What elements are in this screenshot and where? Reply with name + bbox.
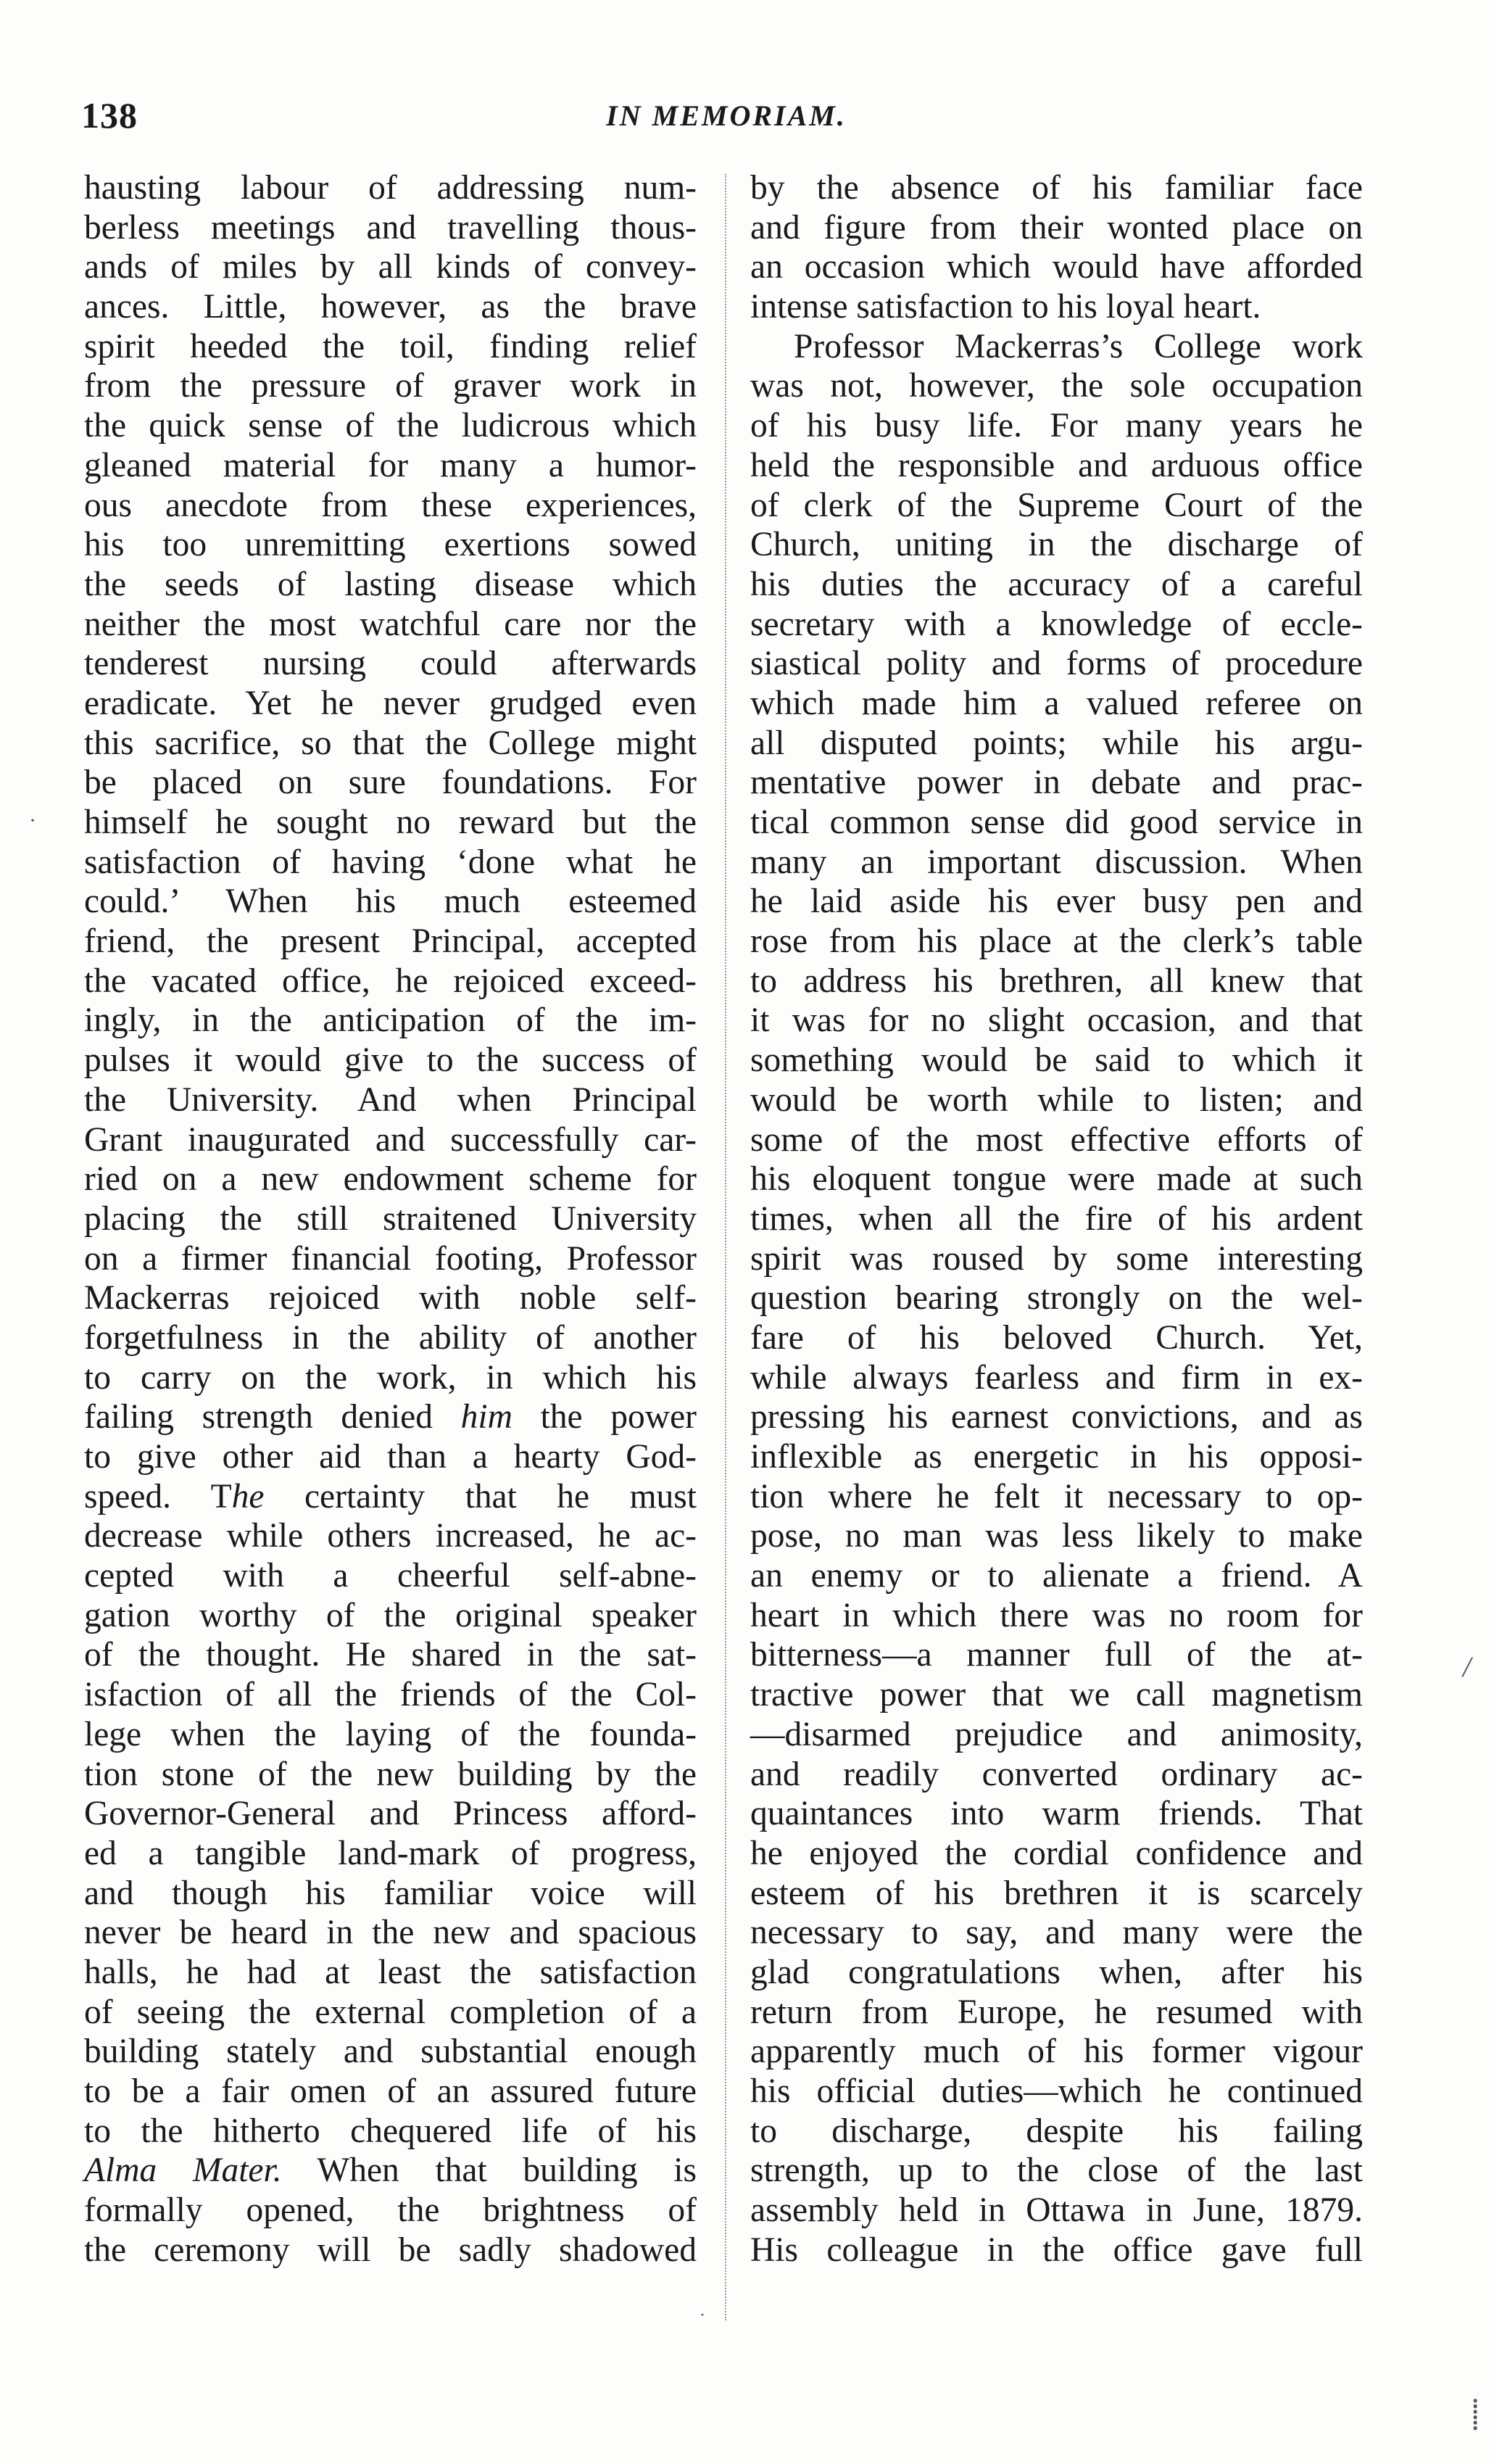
text-line: quaintances into warm friends. That (750, 1795, 1363, 1833)
text-line: and though his familiar voice will (84, 1874, 697, 1912)
page-number: 138 (81, 95, 138, 136)
text-line: strength, up to the close of the last (750, 2151, 1363, 2190)
text-line: gation worthy of the original speaker (84, 1596, 697, 1634)
text-line: mentative power in debate and prac- (750, 764, 1363, 802)
text-line: apparently much of his former vigour (750, 2033, 1363, 2071)
text-line: cepted with a cheerful self-abne- (84, 1557, 697, 1595)
text-line: formally opened, the brightness of (84, 2191, 697, 2230)
text-line: Church, uniting in the discharge of (750, 526, 1363, 564)
text-line: some of the most effective efforts of (750, 1120, 1363, 1159)
text-line: his too unremitting exertions sowed (84, 526, 697, 564)
text-line: tical common sense did good service in (750, 803, 1363, 841)
column-divider (725, 174, 726, 2320)
text-line: of the thought. He shared in the sat- (84, 1636, 697, 1674)
text-line: His colleague in the office gave full (750, 2231, 1363, 2269)
text-line: which made him a valued referee on (750, 684, 1363, 722)
text-line: of seeing the external completion of a (84, 1993, 697, 2031)
margin-tick: / (1463, 1650, 1472, 1683)
text-line: eradicate. Yet he never grudged even (84, 684, 697, 722)
running-title: IN MEMORIAM. (606, 99, 847, 132)
text-line: the ceremony will be sadly shadowed (84, 2231, 697, 2269)
text-line: hausting labour of addressing num- (84, 169, 697, 207)
text-line: neither the most watchful care nor the (84, 605, 697, 643)
text-line: of clerk of the Supreme Court of the (750, 486, 1363, 524)
text-line: his duties the accuracy of a careful (750, 565, 1363, 603)
text-line: gleaned material for many a humor- (84, 446, 697, 484)
text-line: Alma Mater. When that building is (84, 2151, 697, 2190)
text-line: —disarmed prejudice and animosity, (750, 1715, 1363, 1753)
text-line: to discharge, despite his failing (750, 2112, 1363, 2150)
text-line: his official duties—which he continued (750, 2072, 1363, 2110)
text-line: this sacrifice, so that the College might (84, 724, 697, 762)
text-line: satisfaction of having ‘done what he (84, 843, 697, 881)
text-line: building stately and substantial enough (84, 2033, 697, 2071)
text-line: isfaction of all the friends of the Col- (84, 1676, 697, 1714)
text-line: the vacated office, he rejoiced exceed- (84, 962, 697, 1000)
text-line: tion where he felt it necessary to op- (750, 1477, 1363, 1516)
text-line: to carry on the work, in which his (84, 1358, 697, 1397)
italic-word: he (231, 1477, 265, 1516)
text-line: question bearing strongly on the wel- (750, 1279, 1363, 1318)
text-line: by the absence of his familiar face (750, 169, 1363, 207)
text-line: many an important discussion. When (750, 843, 1363, 881)
text-line: ands of miles by all kinds of convey- (84, 248, 697, 286)
text-line: be placed on sure foundations. For (84, 764, 697, 802)
text-line: siastical polity and forms of procedure (750, 645, 1363, 683)
text-line: bitterness—a manner full of the at- (750, 1636, 1363, 1674)
text-line: Governor-General and Princess afford- (84, 1795, 697, 1833)
text-line: spirit heeded the toil, finding relief (84, 327, 697, 365)
text-line: lege when the laying of the founda- (84, 1715, 697, 1753)
text-line: an occasion which would have afforded (750, 248, 1363, 286)
text-line: heart in which there was no room for (750, 1596, 1363, 1634)
text-line: times, when all the fire of his ardent (750, 1199, 1363, 1238)
text-line: halls, he had at least the satisfaction (84, 1953, 697, 1991)
text-line: forgetfulness in the ability of another (84, 1318, 697, 1357)
right-text-column (750, 168, 1363, 2270)
text-line: necessary to say, and many were the (750, 1914, 1363, 1952)
text-line: ed a tangible land-mark of progress, (84, 1834, 697, 1872)
italic-word: him (460, 1398, 512, 1436)
text-line: an enemy or to alienate a friend. A (750, 1557, 1363, 1595)
text-line: all disputed points; while his argu- (750, 724, 1363, 762)
text-line: to the hitherto chequered life of his (84, 2112, 697, 2150)
text-line: failing strength denied him the power (84, 1398, 697, 1436)
text-line: ous anecdote from these experiences, (84, 486, 697, 524)
text-line: tion stone of the new building by the (84, 1755, 697, 1793)
text-line: from the pressure of graver work in (84, 367, 697, 405)
italic-word: Alma Mater. (84, 2151, 282, 2190)
text-line: speed. The certainty that he must (84, 1477, 697, 1516)
text-line: inflexible as energetic in his opposi- (750, 1438, 1363, 1476)
text-line: it was for no slight occasion, and that (750, 1001, 1363, 1040)
text-line: intense satisfaction to his loyal heart. (750, 288, 1261, 326)
text-line: would be worth while to listen; and (750, 1080, 1363, 1119)
text-line: Grant inaugurated and successfully car- (84, 1120, 697, 1159)
text-line: secretary with a knowledge of eccle- (750, 605, 1363, 643)
text-line: rose from his place at the clerk’s table (750, 922, 1363, 961)
text-line: ances. Little, however, as the brave (84, 288, 697, 326)
text-line: spirit was roused by some interesting (750, 1239, 1363, 1278)
text-line: tractive power that we call magnetism (750, 1676, 1363, 1714)
text-line: to address his brethren, all knew that (750, 962, 1363, 1000)
text-line: pulses it would give to the success of (84, 1041, 697, 1080)
text-line: to give other aid than a hearty God- (84, 1438, 697, 1476)
text-line: glad congratulations when, after his (750, 1953, 1363, 1991)
text-line: he laid aside his ever busy pen and (750, 882, 1363, 921)
text-line: to be a fair omen of an assured future (84, 2072, 697, 2110)
text-line: never be heard in the new and spacious (84, 1914, 697, 1952)
text-line: his eloquent tongue were made at such (750, 1160, 1363, 1199)
text-line: friend, the present Principal, accepted (84, 922, 697, 961)
text-line: something would be said to which it (750, 1041, 1363, 1080)
left-text-column (84, 168, 697, 2270)
text-line: on a firmer financial footing, Professor (84, 1239, 697, 1278)
text-line: himself he sought no reward but the (84, 803, 697, 841)
text-line: ingly, in the anticipation of the im- (84, 1001, 697, 1040)
margin-speck: · (29, 809, 36, 832)
text-line: placing the still straitened University (84, 1199, 697, 1238)
text-line: assembly held in Ottawa in June, 1879. (750, 2191, 1363, 2230)
text-line: of his busy life. For many years he (750, 407, 1363, 445)
text-line: while always fearless and firm in ex- (750, 1358, 1363, 1397)
text-line: pressing his earnest convictions, and as (750, 1398, 1363, 1436)
text-line: return from Europe, he resumed with (750, 1993, 1363, 2031)
text-line: and figure from their wonted place on (750, 208, 1363, 247)
text-line: held the responsible and arduous office (750, 446, 1363, 484)
text-line: and readily converted ordinary ac- (750, 1755, 1363, 1793)
text-line: ried on a new endowment scheme for (84, 1160, 697, 1199)
text-line: the quick sense of the ludicrous which (84, 407, 697, 445)
text-line: Professor Mackerras’s College work (794, 327, 1363, 365)
text-line: he enjoyed the cordial confidence and (750, 1834, 1363, 1872)
page-header (81, 94, 1371, 152)
text-line: tenderest nursing could afterwards (84, 645, 697, 683)
corner-mark: ⸽ (1472, 2398, 1480, 2431)
text-line: berless meetings and travelling thous- (84, 208, 697, 247)
text-line: pose, no man was less likely to make (750, 1517, 1363, 1555)
text-line: decrease while others increased, he ac- (84, 1517, 697, 1555)
text-line: was not, however, the sole occupation (750, 367, 1363, 405)
text-line: the University. And when Principal (84, 1080, 697, 1119)
text-line: the seeds of lasting disease which (84, 565, 697, 603)
text-line: Mackerras rejoiced with noble self- (84, 1279, 697, 1318)
bottom-speck: · (700, 2306, 705, 2325)
text-line: fare of his beloved Church. Yet, (750, 1318, 1363, 1357)
text-line: esteem of his brethren it is scarcely (750, 1874, 1363, 1912)
text-line: could.’ When his much esteemed (84, 882, 697, 921)
